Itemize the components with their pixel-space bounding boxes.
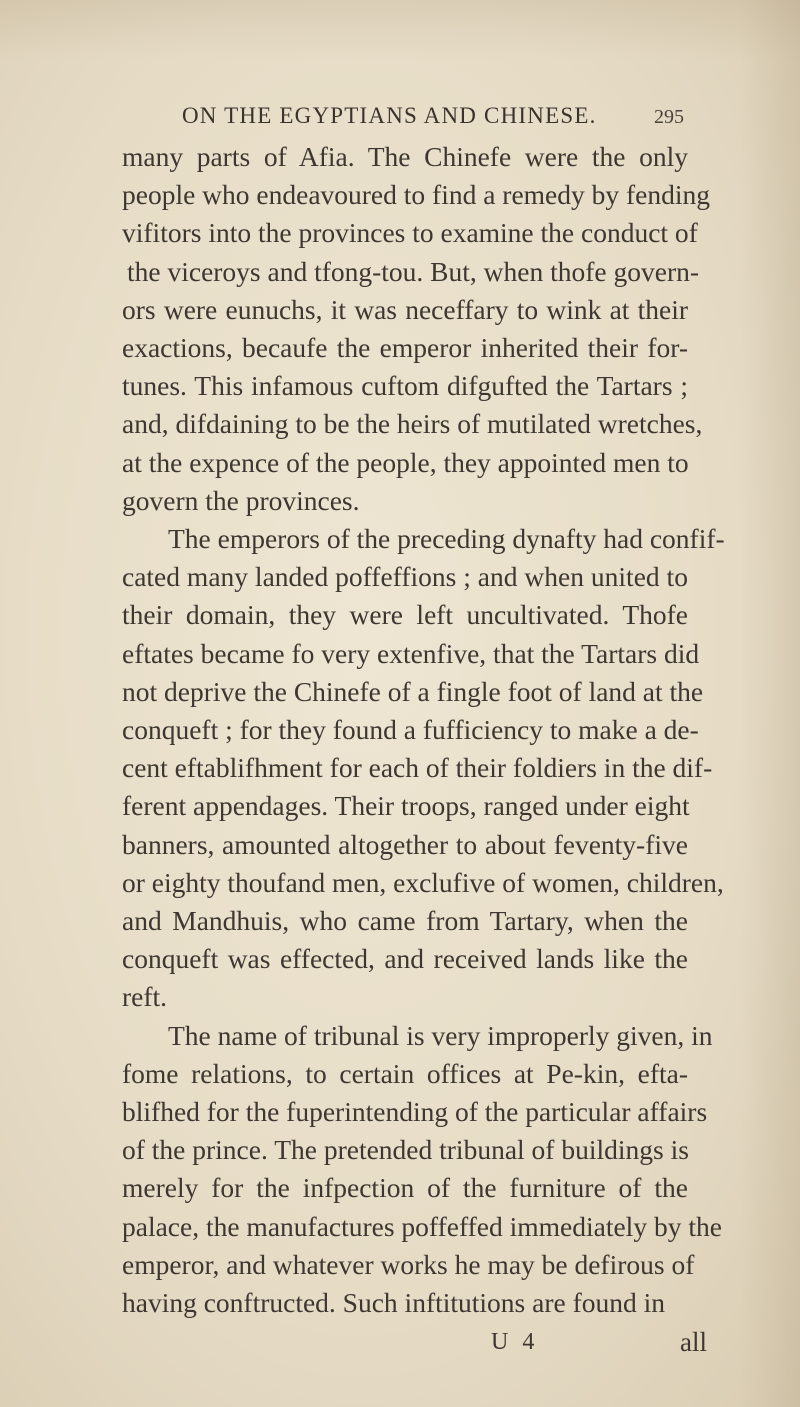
text-line: merely for the infpection of the furniture of the bbox=[122, 1172, 688, 1204]
text-line: govern the provinces. bbox=[122, 484, 360, 516]
text-line: reft. bbox=[122, 981, 168, 1013]
text-line: of the prince. The pretended tribunal of buildings is bbox=[122, 1134, 689, 1166]
text-line: having conftructed. Such inftitutions are found in bbox=[122, 1287, 666, 1318]
text-line: exactions, becaufe the emperor inherited their for- bbox=[122, 332, 688, 363]
text-line: not deprive the Chinefe of a fingle foot of land at the bbox=[122, 675, 704, 707]
text-line: The emperors of the preceding dynafty had confif- bbox=[168, 523, 725, 554]
text-line: eftates became fo very extenfive, that the Tartars did bbox=[122, 637, 700, 669]
text-line: ferent appendages. Their troops, ranged under eight bbox=[122, 790, 690, 822]
text-line: at the expence of the people, they appointed men to bbox=[122, 446, 689, 478]
text-line: conqueft was effected, and received lands like the bbox=[122, 943, 688, 975]
text-line: people who endeavoured to find a remedy by fending bbox=[122, 179, 711, 211]
text-line: fome relations, to certain offices at Pe-kin, efta- bbox=[122, 1057, 688, 1089]
text-line: many parts of Afia. The Chinefe were the only bbox=[122, 141, 688, 172]
text-line: emperor, and whatever works he may be defirous of bbox=[122, 1248, 695, 1280]
text-line: ors were eunuchs, it was neceffary to wink at their bbox=[122, 293, 689, 325]
text-line: the viceroys and tfong-tou. But, when thofe govern- bbox=[127, 255, 700, 287]
text-line: cent eftablifhment for each of their foldiers in the dif- bbox=[122, 752, 713, 784]
running-title: ON THE EGYPTIANS AND CHINESE. bbox=[182, 103, 597, 128]
text-line: banners, amounted altogether to about feventy-five bbox=[122, 828, 688, 860]
text-line: and Mandhuis, who came from Tartary, when the bbox=[122, 905, 688, 936]
text-line: palace, the manufactures poffeffed immediately by the bbox=[122, 1210, 722, 1242]
text-line: The name of tribunal is very improperly given, in bbox=[168, 1019, 713, 1051]
text-line: and, difdaining to be the heirs of mutilated wretches, bbox=[122, 408, 703, 440]
text-line: vifitors into the provinces to examine the conduct of bbox=[122, 217, 698, 249]
page-number: 295 bbox=[654, 106, 684, 128]
text-line: cated many landed poffeffions ; and when united to bbox=[122, 561, 688, 593]
text-line: conqueft ; for they found a fufficiency to make a de- bbox=[122, 714, 699, 745]
text-line: blifhed for the fuperintending of the particular affairs bbox=[122, 1096, 708, 1127]
catchword: all bbox=[680, 1327, 707, 1358]
text-line: their domain, they were left uncultivated. Thofe bbox=[122, 599, 688, 631]
signature-mark: U 4 bbox=[491, 1329, 539, 1356]
text-line: or eighty thoufand men, exclufive of women, children, bbox=[122, 866, 724, 898]
text-line: tunes. This infamous cuftom difgufted the Tartars ; bbox=[122, 370, 689, 402]
